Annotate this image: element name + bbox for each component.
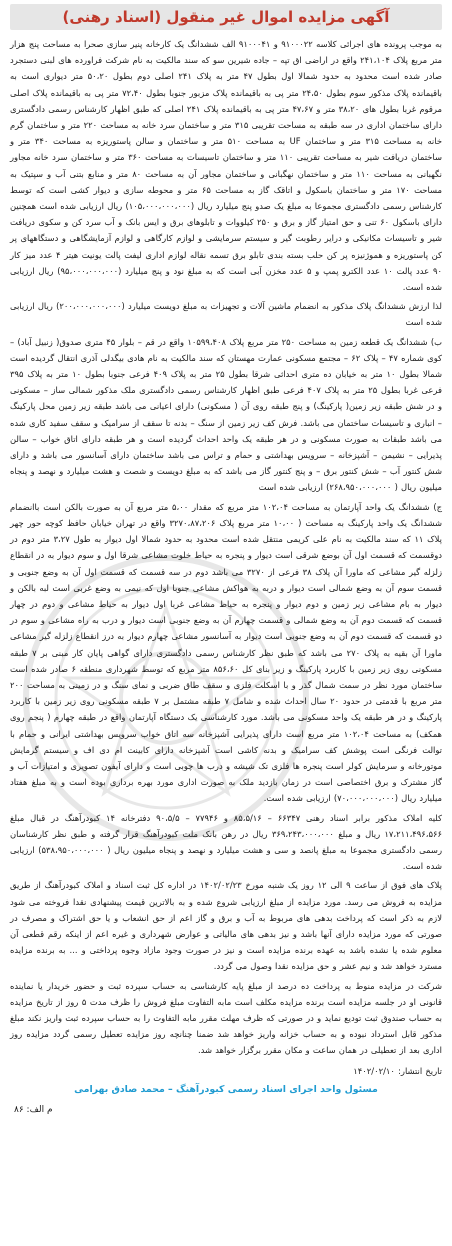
paragraph-jim: ج) ششدانگ یک واحد آپارتمان به مساحت ۱۰۲،۰۴ متر مربع که مقدار ۵،۰۰ متر مربع آن به صورت بالکن است باانضمام ششدانگ یک واحد پارکینگ به مساحت ( ۱۰،۰۰ متر مربع پلاک ۳۲۷۰،۸۷،۲۰۶ واقع در تهران خیابان حافظ کوچه حور چهر پلاک ۱۱ که سند مالکیت به نام علی کریمی منتقل شده است محدود به حدود شمالا اول دیوار به طول ۳،۲۷ متر دوم در دوقسمت که قسمت اول آن بوضع شرقی است دیوار و پنجره به حیاط خلوت مشاعی شرقا اول و سوم دیوار به در انقطاع زلزله گیر مشاعی که ماورا آن پلاک ۳۸ فرعی از ۳۲۷۰ می باشد دوم در سه قسمت که قسمت اول آن به وضع جنوبی و قسمت سوم آن به وضع شمالی است دیوار و دربه به هواکش مشاعی جنوبا اول که نیمی به وضع غربی است لبه بالکن و دیوار به بام مشاعی زیر زمین و دوم دیوار و پنجره به حیاط مشاعی غربا اول دیوار به حیاط مشاعی و دوم در چهار قسمت که قسمت دوم آن به وضع شمالی و قسمت چهارم آن به وضع جنوبی است دیوار و درب به راه مشاعی و سوم در دو قسمت که قسمت دوم آن به وضع جنوبی است دیوار به آسانسور مشاعی چهارم دیوار به درز انقطاع زلزله گیر مشاعی ماورا آن بقیه به پلاک ۲۷۰ می باشد که طبق نظر کارشناس رسمی دادگستری دارای گواهی پایان کار مبنی بر ۷ طبقه مسکونی روی زیر زمین با کاربرد پارکینگ و زیر بنای کل ۸۵۶،۶۰ متر مربع که توسط شهرداری منطقه ۶ صادر شده است ساختمان مورد نظر در سمت شمال گذر و با اسکلت فلزی و سقف طاق ضربی و نمای سنگ و در زمینی به مساحت ۲۰۰ متر مربع با قدمتی در حدود ۲۰ سال احداث شده و شامل ۷ طبقه مشتمل بر ۷ طبقه مسکونی روی زیر زمین با کاربرد پارکینگ و در هر طبقه یک واحد مسکونی می باشد. مورد کارشناسی یک دستگاه آپارتمان واقع در طبقه چهارم ( پنجم روی همکف) به مساحت ۱۰۲،۰۴ متر مربع است دارای پذیرایی آشپزخانه سه اتاق خواب سرویس بهداشتی ایرانی و حمام با توالت فرنگی است پوشش کف سرامیک و بدنه کاشی است آشپزخانه دارای کابینت ام دی اف و سیستم گرمایش موتورخانه و سرمایش کولر است پنجره ها فلزی تک شیشه و درب ها چوبی است و دارای آیفون تصویری و امتیازات آب و گاز مشترک و برق اختصاصی است در زمان بازدید ملک به صورت اداری مورد بهره برداری بوده است و به مبلغ هفتاد میلیارد ریال (۷۰،۰۰۰،۰۰۰،۰۰۰) ارزیابی شده است.: [10, 501, 442, 804]
paragraph-auction-time: پلاک های فوق از ساعت ۹ الی ۱۲ روز یک شنبه مورخ ۱۴۰۲/۰۲/۲۳ در اداره کل ثبت اسناد و املاک کبودرآهنگ از طریق مزایده به فروش می رسد. مورد مزایده از مبلغ ارزیابی شروع شده و به بالاترین قیمت پیشنهادی نقدا فروخته می شود لازم به ذکر است که پرداخت بدهی های مربوط به آب و برق و گاز اعم از حق انشعاب و یا حق اشتراک و مصرف در صورتی که مورد مزایده دارای آنها باشد و نیز بدهی های مالیاتی و عوارض شهرداری و غیره اعم از اینکه رقم قطعی آن معلوم شده یا نشده باشد به عهده برنده مزایده است و نیز در صورت وجود مازاد وجوه پرداختی و ... به برنده مزایده مسترد خواهد شد و نیم عشر و حق مزایده نقدا وصول می گردد.: [10, 880, 442, 972]
publish-date: تاریخ انتشار: ۱۴۰۲/۰۲/۱۰: [353, 1065, 442, 1076]
paragraph-be: ب) ششدانگ یک قطعه زمین به مساحت ۲۵۰ متر مربع پلاک ۱۰۵۹۹،۴۰۸ واقع در قم – بلوار ۴۵ متری صدوق( زنبیل آباد) – کوی شماره ۴۷ – پلاک ۶۲ – مجتمع مسکونی عمارت مهستان که سند مالکیت به نام هادی بیگدلی آذری انتقال گردیده است شمالا بطول ۱۰ متر به خیابان ده متری احداثی شرقا بطول ۲۵ متر به پلاک ۴۰۹ فرعی جنوبا بطول ۱۰ متر به پلاک ۳۹۵ فرعی غربا بطول ۲۵ متر به پلاک ۴۰۷ فرعی طبق اظهار کارشناس رسمی دادگستری ملک مذکور شمالی ساز – مسکونی و در شش طبقه زیر زمین( پارکینگ) و پنج طبقه روی آن ( مسکونی) دارای اعیانی می باشد طبقه زیر زمین محل پارکینگ – انباری و تاسیسات ساختمان می باشد. فرش کف زیر زمین از سنگ – بدنه تا سقف از سرامیک و سقف سفید کاری شده می باشد طبقات به صورت مسکونی و در هر طبقه یک واحد احداث گردیده است و هر طبقه دارای اتاق خواب – سالن پذیرایی – نشیمن – آشپزخانه – سرویس بهداشتی و حمام و تراس می باشد ساختمان دارای آسانسور می باشد و دارای شش کنتور آب – شش کنتور برق – و پنج کنتور گاز می باشد که به مبلغ دویست و شصت و هشت میلیارد و نهصد و پنجاه میلیون ریال ( ۲۶۸،۹۵۰،۰۰۰،۰۰۰) ارزیابی شده است: [10, 336, 443, 493]
notice-body: [10, 36, 442, 1079]
notice-title: آگهی مزایده اموال غیر منقول (اسناد رهنی): [62, 8, 390, 26]
paragraph-conditions: شرکت در مزایده منوط به پرداخت ده درصد از مبلغ پایه کارشناسی به حساب سپرده ثبت و حضور خریدار یا نماینده قانونی او در جلسه مزایده است برنده مزایده مکلف است مابه التفاوت مبلغ فروش را ظرف مدت ۵ روز از تاریخ مزایده به حساب صندوق ثبت تودیع نماید و در صورتی که ظرف مهلت مقرر مابه التفاوت را به حساب سپرده ثبت واریز نکند مبلغ مذکور قابل استرداد نبوده و به حساب خزانه واریز خواهد شد ضمنا چنانچه روز مزایده تعطیل رسمی گردد مزایده روز اداری بعد از تعطیلی در همان ساعت و مکان مقرر برگزار خواهد شد.: [10, 980, 442, 1056]
paragraph-mortgage: کلیه املاک مذکور برابر اسناد رهنی ۶۶۳۴۷ – ۸۵،۵/۱۶ و ۷۷۹۴۶ – ۹۰،۵/۵ دفترخانه ۱۴ کبودرآهنگ در قبال مبلغ ۱۷،۲۱۱،۴۹۶،۵۶۶ ریال و مبلغ ۳۶۹،۲۴۳،۰۰۰،۰۰۰ ریال در رهن بانک ملت کبودرآهنگ قرار گرفته و طبق نظر کارشناسان رسمی دادگستری مجموعا به مبلغ پانصد و سی و هشت میلیارد و نهصد و پنجاه میلیون ریال ( ۵۳۸،۹۵۰،۰۰۰،۰۰۰) ارزیابی شده است.: [10, 812, 442, 872]
title-bar: [10, 4, 442, 30]
signature-line: مسئول واحد اجرای اسناد رسمی کبودرآهنگ – محمد صادق بهرامی: [74, 1083, 378, 1095]
document-number: م الف: ۸۶: [14, 1104, 53, 1115]
paragraph-alef: به موجب پرونده های اجرائی کلاسه ۹۱۰۰۰۲۲ و ۹۱۰۰۰۴۱ الف ششدانگ یک کارخانه پنیر سازی صحرا به مساحت پنج هزار متر مربع پلاک ۲۴۱،۱۰۴ واقع در اراضی اق تپه – جاده شیرین سو که سند مالکیت به نام شرکت فراورده های لبنی دستجرد صادر شده است محدود به حدود شمالا اول بطول ۴۷ متر به پلاک ۲۴۱ اصلی دوم بطول ۵۰،۲۰ متر دیواری است به باقیمانده پلاک مذکور سوم بطول ۲۴،۵۰ متر پی به باقیمانده پلاک مزبور جنوبا بطول ۷۲،۴۰ متر پی به باقیمانده پلاک اصلی مرقوم غربا بطول های ۳۸،۲۰ متر و ۴۷،۶۷ متر پی به باقیمانده پلاک ۲۴۱ اصلی که طبق اظهار کارشناس رسمی دادگستری دارای ساختمان اداری در سه طبقه به مساحت تقریبی ۳۱۵ متر و ساختمان سرد خانه به مساحت ۲۲۰ متر و ساختمان گرم خانه به مساحت ۳۱۵ متر و ساختمان UF به مساحت ۵۱۰ متر و ساختمان و سالن پاستوریزه به مساحت ۳۴۰ متر و ساختمان دریافت شیر به مساحت تقریبی ۱۱۰ متر و ساختمان تاسیسات به مساحت ۳۶۰ متر و ساختمان سرد خانه مجاور نگهبانی به مساحت ۱۱۰ متر و ساختمان نهگبانی و ساختمان مجاور آن به مساحت ۸۰ متر و منابع بتنی آب و سپتیک به مساحت ۱۷۰ متر و ساختمان باسکول و اتاقک گاز به مساحت ۶۵ متر و محوطه سازی و دیوار کشی است که توسط کارشناس رسمی دادگستری مجموعا به مبلغ یک صدو پنج میلیارد ریال (۱۰۵،۰۰۰،۰۰۰،۰۰۰) ریال ارزیابی شده است همچنین دارای باسکول ۶۰ تنی و حق امتیاز گاز و برق و ۲۵۰ کیلووات و تابلوهای برق و ایس بانک و آب سرد کن و سکوی دریافت شیر و تاسیسات مکانیکی و درایر رطوبت گیر و سیستم سرمایشی و لوازم کارگاهی و لوازم آزمایشگاهی و دستگاههای پر کن پاستوریزه و هموژنیزه پر کن حلب بسته بندی تابلو برق تسمه نقاله لوازم اداری لیفت پالت یونیت هیتر ۴ عدد میز کار ۹۰ عدد پالت ۱۰ عدد الکترو پمپ و ۵ عدد مخزن آبی است که به مبلغ نود و پنج میلیارد (۹۵،۰۰۰،۰۰۰،۰۰۰) ریال ارزیابی شده است.: [10, 39, 443, 293]
paragraph-total-value: لذا ارزش ششدانگ پلاک مذکور به انضمام ماشین آلات و تجهیزات به مبلغ دویست میلیارد (۲۰۰،۰۰۰،۰۰۰،۰۰۰) ریال ارزیابی شده است: [10, 301, 442, 328]
